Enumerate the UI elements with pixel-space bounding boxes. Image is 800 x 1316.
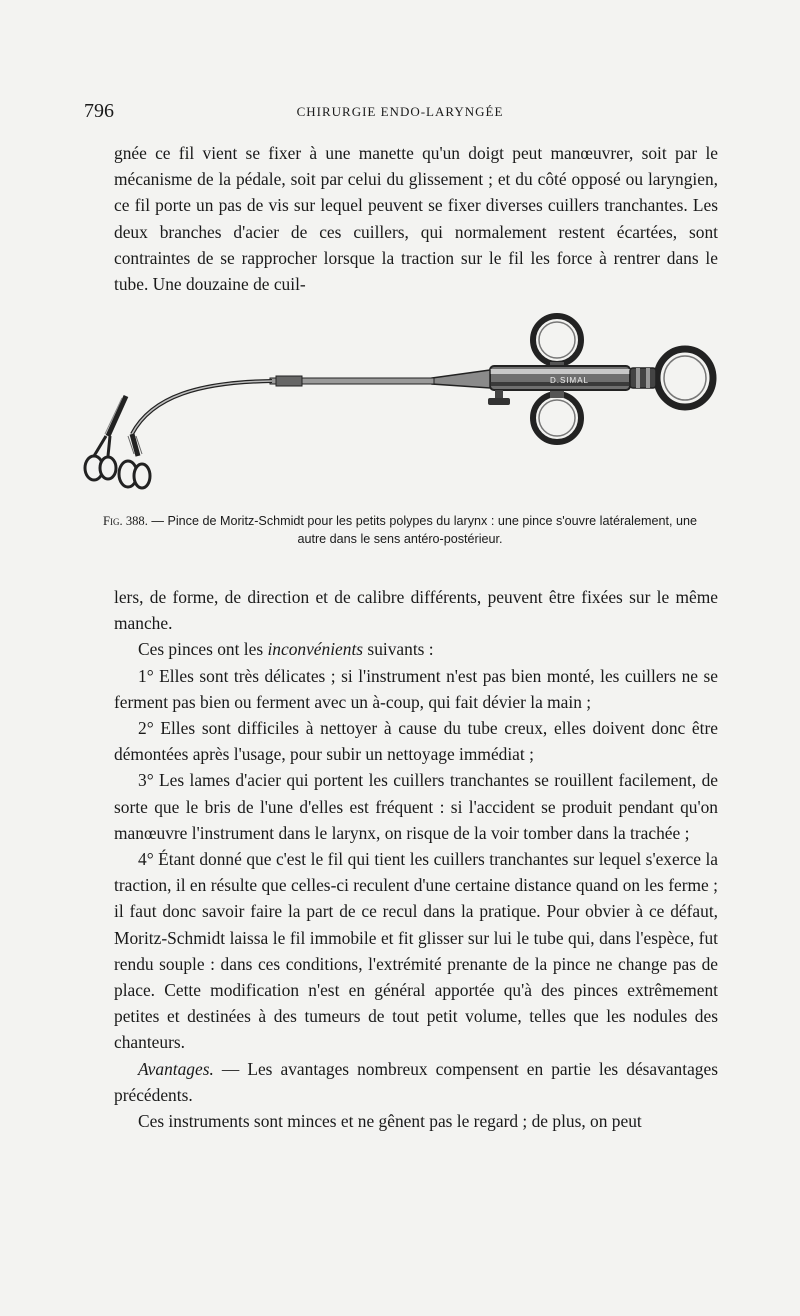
text-block-bottom — [114, 584, 718, 1134]
avantages-term: Avantages. — [138, 1058, 214, 1079]
paragraph-continued: lers, de forme, de direction et de calibre différents, peuvent être fixées sur le même manche. — [114, 587, 718, 634]
page-header — [84, 100, 716, 130]
caption-label: Fig. 388. — [103, 514, 148, 528]
paragraph-avantages — [114, 1056, 718, 1108]
figure-388 — [80, 306, 730, 502]
thumb-ring — [657, 349, 713, 407]
figure-caption — [100, 512, 700, 548]
text-block-top — [114, 140, 718, 297]
upper-finger-ring — [533, 316, 581, 364]
running-head: CHIRURGIE ENDO-LARYNGÉE — [296, 104, 504, 119]
list-item-3: 3° Les lames d'acier qui portent les cuillers tranchantes se rouillent facilement, de sorte que le bris de l'une d'elles est fréquent : si l'accident se produit pendant qu'on manœuvre l'instrument dans le larynx, on risque de la voir tomber dans la trachée ; — [114, 770, 718, 843]
caption-text: — Pince de Moritz-Schmidt pour les petits polypes du larynx : une pince s'ouvre latéralement, une autre dans le sens antéro-postérieur. — [147, 514, 697, 546]
paragraph-inconvenients — [114, 636, 718, 662]
curved-shaft-upper — [132, 381, 272, 434]
inconvenients-tail: suivants : — [363, 639, 434, 660]
list-item-1: 1° Elles sont très délicates ; si l'instrument n'est pas bien monté, les cuillers ne se ferment pas bien ou ferment avec un à-coup, qui fait dévier la main ; — [114, 665, 718, 712]
inconvenients-term: inconvénients — [267, 639, 364, 660]
paragraph-continuation: gnée ce fil vient se fixer à une manette qu'un doigt peut manœuvrer, soit par le mécanisme de la pédale, soit par celui du glissement ; et du côté opposé ou laryngien, ce fil porte un pas de vis sur lequel peuvent se fixer diverses cuillers tranchantes. Les deux branches d'acier de ces cuillers, qui normalement restent écartées, sont contraintes de se rapprocher lorsque la traction sur le fil les force à rentrer dans le tube. Une douzaine de cuil- — [114, 143, 718, 295]
list-item-2: 2° Elles sont difficiles à nettoyer à cause du tube creux, elles doivent donc être démontées après l'usage, pour subir un nettoyage immédiat ; — [114, 718, 718, 765]
page-number: 796 — [84, 100, 114, 122]
lower-finger-ring — [533, 394, 581, 442]
maker-stamp: D.SIMAL — [550, 376, 590, 385]
paragraph-final: Ces instruments sont minces et ne gênent pas le regard ; de plus, on peut — [138, 1111, 642, 1132]
avantages-text: — Les avantages nombreux compensent en partie les désavantages précédents. — [114, 1058, 718, 1105]
short-shaft-lower — [108, 396, 126, 436]
list-item-4: 4° Étant donné que c'est le fil qui tient les cuillers tranchantes sur lequel s'exerce la traction, il en résulte que celles-ci reculent d'une certaine distance quand on les ferme ; il faut donc savoir faire la part de ce recul dans la pratique. Pour obvier à ce défaut, Moritz-Schmidt laissa le fil immobile et fit glisser sur lui le tube qui, dans l'espèce, fut rendu souple : dans ces conditions, l'extrémité prenante de la pince ne change pas de place. Cette modification n'est en général apportée qu'à des pinces extrêmement petites et destinées à des tumeurs de tout petit volume, telles que les nodules des chanteurs. — [114, 849, 718, 1053]
inconvenients-intro: Ces pinces ont les — [138, 639, 268, 660]
forceps-illustration — [80, 306, 730, 502]
